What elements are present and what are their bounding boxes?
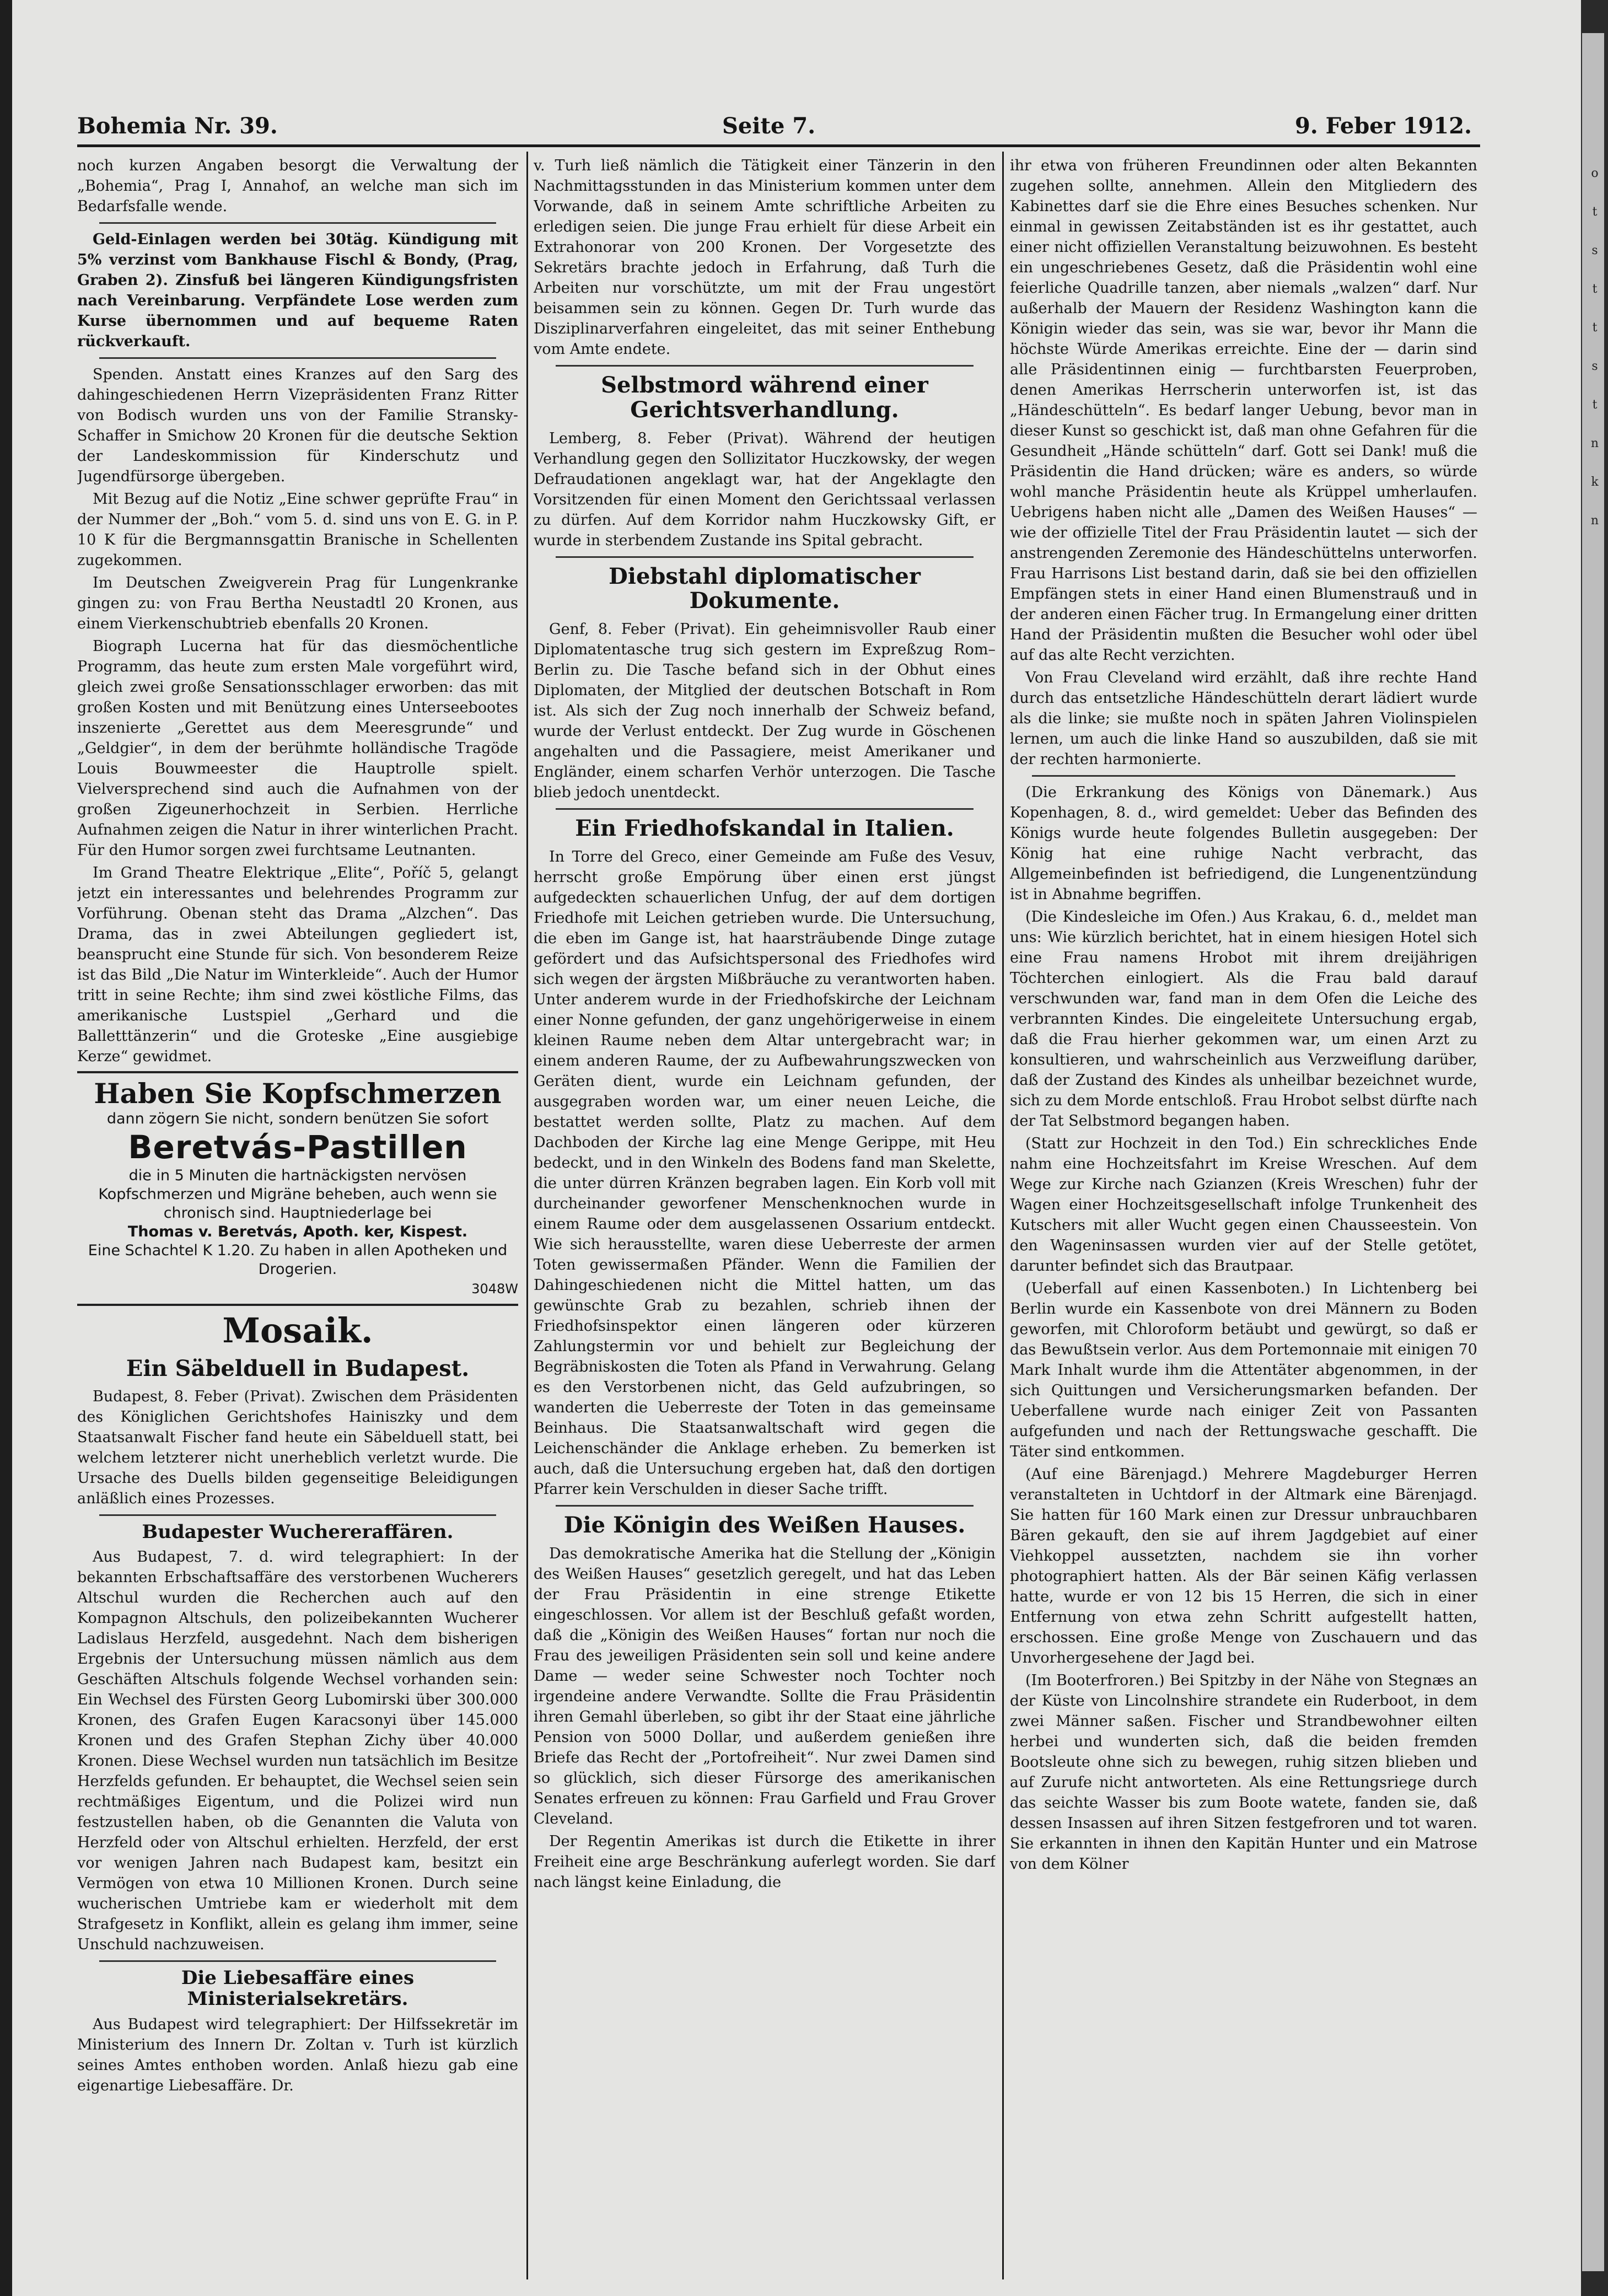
article-saebelduell: Budapest, 8. Feber (Privat). Zwischen dem Präsidenten des Königlichen Gerichtshofes Hainiszky und dem Staatsanwalt Fischer fand heute ein Säbelduell statt, bei welchem letzterer nicht unerheblich verletzt wurde. Die Ursache des Duells bilden gegenseitige Beleidigungen anläßlich eines Prozesses.: [77, 1388, 518, 1508]
article-spenden-3: Im Deutschen Zweigverein Prag für Lungenkranke gingen zu: von Frau Bertha Neustadtl 20 Kronen, aus einem Vierkenschubtrieb ebenfalls 20 Kronen.: [77, 574, 518, 632]
ad-product-name: Beretvás-Pastillen: [128, 1128, 467, 1166]
header-publication: Bohemia Nr. 39.: [77, 113, 278, 139]
headline-selbstmord: Selbstmord während einer Gerichtsverhandlung.: [601, 372, 928, 423]
article-cleveland: Von Frau Cleveland wird erzählt, daß ihre rechte Hand durch das entsetzliche Händeschütteln derart lädiert wurde als die linke; sie mußte noch in späten Jahren Violinspielen lernen, um auch die linke Hand so auszubilden, daß sie mit der rechten harmonierte.: [1010, 669, 1477, 768]
column-1: [77, 155, 518, 2283]
adjacent-page-letters: o t s t t s t n k n: [1590, 166, 1599, 528]
article-diebstahl: Genf, 8. Feber (Privat). Ein geheimnisvoller Raub einer Diplomatentasche trug sich gestern im Expreßzug Rom–Berlin zu. Die Tasche befand sich in der Obhut eines Diplomaten, der Mitglied der deutschen Botschaft in Rom ist. Als sich der Zug noch innerhalb der Schweiz befand, wurde der Verlust entdeckt. Der Zug wurde in Göschenen angehalten und die Passagiere, meist Amerikaner und Engländer, einem scharfen Verhör unterzogen. Die Tasche blieb jedoch unentdeckt.: [534, 621, 996, 802]
header-rule: [77, 144, 1480, 147]
article-verwaltung: noch kurzen Angaben besorgt die Verwaltung der „Bohemia“, Prag I, Annahof, an welche man sich im Bedarfsfalle wende.: [77, 157, 518, 215]
article-friedhofskandal: In Torre del Greco, einer Gemeinde am Fuße des Vesuv, herrscht große Empörung über einen erst jüngst aufgedeckten schauerlichen Unfug, der auf dem dortigen Friedhofe mit Leichen getrieben wurde. Die Untersuchung, die eben im Gange ist, hat haarsträubende Dinge zutage gefördert und das Aufsichtspersonal des Friedhofes wird sich wegen der ärgsten Mißbräuche zu verantworten haben. Unter anderem wurde in der Friedhofskirche der Leichnam einer Nonne gefunden, der ganz ungehörigerweise in einem kleinen Raume neben dem Altar untergebracht war; in einem anderen Raume, der zu Aufbewahrungszwecken von Geräten dient, wurde ein Leichnam gefunden, der ausgegraben worden war, um einer neuen Leiche, die bestattet werden sollte, Platz zu machen. Auf dem Dachboden der Kirche lag eine Menge Gerippe, mit Heu bedeckt, und in den Winkeln des Bodens fand man Skelette, die unter dürren Kränzen begraben lagen. Ein Korb voll mit durcheinander geworfener Menschenknochen wurde in einem Raume oder dem ausgelassenen Ossarium entdeckt. Wie sich herausstellte, waren diese Ueberreste der armen Toten gewissermaßen Pfänder. Wenn die Familien der Dahingeschiedenen nicht die Mittel hatten, um das gewünschte Grab zu bezahlen, schrieb ihnen der Friedhofsinspektor einen längeren oder kürzeren Zahlungstermin vor und behielt zur Begleichung der Begräbniskosten die Toten als Pfand in Verwahrung. Gelang es den Verstorbenen nicht, das Geld aufzubringen, so wanderten die Ueberreste der Toten in das gemeinsame Beinhaus. Die Staatsanwaltschaft wird gegen die Leichenschänder die Anklage erheben. Zu bemerken ist auch, daß die Untersuchung ergeben hat, daß den dortigen Pfarrer kein Verschulden in dieser Sache trifft.: [534, 848, 996, 1498]
divider: [99, 357, 496, 359]
header-page-number: Seite 7.: [722, 113, 816, 139]
article-wuchereraffaeren: Aus Budapest, 7. d. wird telegraphiert: In der bekannten Erbschaftsaffäre des verstorbenen Wucherers Altschul wurden die Recherchen auch auf den Kompagnon Altschuls, den polizeibekannten Wucherer Ladislaus Herzfeld, ausgedehnt. Nach dem bisherigen Ergebnis der Untersuchung müssen nämlich aus dem Geschäften Altschuls folgende Wechsel vorhanden sein: Ein Wechsel des Fürsten Georg Lubomirski über 300.000 Kronen, des Grafen Eugen Karacsonyi über 145.000 Kronen und des Grafen Stephan Zichy über 40.000 Kronen. Diese Wechsel wurden nun tatsächlich im Besitze Herzfelds gefunden. Er behauptet, die Wechsel seien sein rechtmäßiges Eigentum, und die Polizei wird nun festzustellen haben, ob die Genannten die Valuta von Herzfeld oder von Altschul erhielten. Herzfeld, der erst vor wenigen Jahren nach Budapest kam, besitzt ein Vermögen von etwa 10 Millionen Kronen. Durch seine wucherischen Umtriebe kam er wiederholt mit dem Strafgesetz in Konflikt, allein es gelang ihm immer, seine Unschuld nachzuweisen.: [77, 1548, 518, 1954]
article-baerenjagd: (Auf eine Bärenjagd.) Mehrere Magdeburger Herren veranstalteten in Uchtdorf in der Altmark eine Bärenjagd. Sie hatten für 160 Mark einen zur Dressur unbrauchbaren Bären gekauft, den sie auf ihrem Jagdgebiet auf einer Viehkoppel aussetzten, nachdem sie ihn vorher photographiert hatten. Als der Bär seinen Käfig verlassen hatte, wurde er von 12 bis 15 Herren, die sich in einer Entfernung von etwa zehn Schritt aufgestellt hatten, erschossen. Eine große Menge von Zuschauern und das Unvorhergesehene der Jagd bei.: [1010, 1466, 1477, 1666]
divider: [1032, 775, 1455, 777]
page-header: [77, 113, 1472, 146]
article-koenig-daenemark: (Die Erkrankung des Königs von Dänemark.) Aus Kopenhagen, 8. d., wird gemeldet: Ueber das Befinden des Königs wurde heute folgendes Bulletin ausgegeben: Der König hat eine ruhige Nacht verbracht, das Allgemeinbefinden ist befriedigend, die Lungenentzündung ist in Abnahme begriffen.: [1010, 784, 1477, 903]
column-rule-2: [1002, 152, 1004, 2279]
article-kindesleiche: (Die Kindesleiche im Ofen.) Aus Krakau, 6. d., meldet man uns: Wie kürzlich berichtet, hat in einem hiesigen Hotel sich eine Frau namens Hrobot mit ihrem dreijährigen Töchterchen einlogiert. Als die Frau bald darauf verschwunden war, fand man in dem Ofen die Leiche des verbrannten Kindes. Die eingeleitete Untersuchung ergab, daß die Frau hierher gekommen war, um einen Arzt zu konsultieren, und wahrscheinlich aus Verzweiflung darüber, daß der Zustand des Kindes als unheilbar bezeichnet wurde, sich zu dem Morde entschloß. Frau Hrobot selbst dürfte nach der Tat Selbstmord begangen haben.: [1010, 908, 1477, 1130]
article-liebesaffaere-cont: v. Turh ließ nämlich die Tätigkeit einer Tänzerin in den Nachmittagsstunden in das Ministerium kommen unter dem Vorwande, daß in seinem Amte schriftliche Arbeiten zu erledigen seien. Die junge Frau erhielt für diese Arbeit ein Extrahonorar von 200 Kronen. Der Vorgesetzte des Sekretärs brachte jedoch in Erfahrung, daß Turh die Arbeiten nur vorschützte, um mit der Frau ungestört beisammen sein zu können. Gegen Dr. Turh wurde das Disziplinarverfahren eingeleitet, das mit seiner Enthebung vom Amte endete.: [534, 157, 996, 358]
ad-code: 3048W: [471, 1281, 518, 1297]
header-date: 9. Feber 1912.: [1294, 113, 1472, 139]
divider: [99, 222, 496, 224]
divider: [556, 556, 974, 558]
ad-description: die in 5 Minuten die hartnäckigsten nervösen Kopfschmerzen und Migräne beheben, auch wenn sie chronisch sind. Hauptniederlage bei: [98, 1167, 497, 1222]
ad-subline: dann zögern Sie nicht, sondern benützen Sie sofort: [106, 1110, 489, 1127]
headline-liebesaffaere: Die Liebesaffäre eines Ministerialsekretärs.: [181, 1967, 415, 2010]
headline-wuchereraffaeren: Budapester Wuchereraffären.: [142, 1521, 454, 1544]
ad-headline: Haben Sie Kopfschmerzen: [94, 1077, 502, 1110]
headline-saebelduell: Ein Säbelduell in Budapest.: [126, 1355, 470, 1381]
article-koenigin: Das demokratische Amerika hat die Stellung der „Königin des Weißen Hauses“ gesetzlich geregelt, und hat das Leben der Frau Präsidentin in eine strenge Etikette eingeschlossen. Vor allem ist der Beschluß gefaßt worden, daß die „Königin des Weißen Hauses“ fortan nur noch die Frau des jeweiligen Präsidenten sein soll und keine andere Dame — weder seine Schwester noch Tochter noch irgendeine andere Verwandte. Sollte die Frau Präsidentin ihren Gemahl überleben, so gibt ihr der Staat eine jährliche Pension von 5000 Dollar, und außerdem genießen ihre Briefe das Recht der „Portofreiheit“. Nur zwei Damen sind so glücklich, sich dieser Fürsorge des amerikanischen Senates erfreuen zu können: Frau Garfield und Frau Grover Cleveland.: [534, 1545, 996, 1827]
divider: [99, 1514, 496, 1516]
article-booterfroren: (Im Booterfroren.) Bei Spitzby in der Nähe von Stegnæs an der Küste von Lincolnshire strandete ein Ruderboot, in dem zwei Männer saßen. Fischer und Strandbewohner eilten herbei und wunderten sich, daß die beiden fremden Bootsleute ohne sich zu bewegen, ruhig sitzen blieben und auf Zurufe nicht antworteten. Als eine Rettungsriege durch das seichte Wasser bis zum Boote watete, fanden sie, daß dessen Insassen auf ihren Sitzen festgefroren und tot waren. Sie erkannten in ihnen den Kapitän Hunter und ein Matrose von dem Kölner: [1010, 1672, 1477, 1873]
section-title-mosaik: Mosaik.: [222, 1310, 373, 1351]
divider: [99, 1960, 496, 1962]
headline-friedhofskandal: Ein Friedhofskandal in Italien.: [575, 815, 954, 842]
column-3: [1010, 155, 1477, 2283]
divider: [556, 808, 974, 810]
article-koenigin-2: Der Regentin Amerikas ist durch die Etikette in ihrer Freiheit eine arge Beschränkung auferlegt worden. Sie darf nach längst keine Einladung, die: [534, 1832, 996, 1891]
article-grand-theatre: Im Grand Theatre Elektrique „Elite“, Poříč 5, gelangt jetzt ein interessantes und belehrendes Programm zur Vorführung. Obenan steht das Drama „Alzchen“. Das Drama, das in zwei Abteilungen gegliedert ist, beansprucht eine Stunde für sich. Von besonderem Reize ist das Bild „Die Natur im Winterkleide“. Auch der Humor tritt in seine Rechte; ihm sind zwei köstliche Films, das amerikanische Lustspiel „Gerhard und die Balletttänzerin“ und die Groteske „Eine ausgiebige Kerze“ gewidmet.: [77, 864, 518, 1065]
headline-diebstahl: Diebstahl diplomatischer Dokumente.: [609, 563, 921, 614]
divider: [556, 1505, 974, 1507]
ad-address: Thomas v. Beretvás, Apoth. ker, Kispest.: [127, 1223, 468, 1241]
advertisement-beretvas: [77, 1071, 518, 1306]
column-2: [534, 155, 996, 2283]
divider: [556, 365, 974, 367]
article-koenigin-cont: ihr etwa von früheren Freundinnen oder alten Bekannten zugehen sollte, annehmen. Allein den Mitgliedern des Kabinettes darf sie die Ehre eines Besuches schenken. Nur einmal in gewissen Zeitabständen ist es ihr gestattet, auch einer nicht offiziellen Veranstaltung beizuwohnen. Es besteht ein ungeschriebenes Gesetz, daß die Präsidentin wohl eine feierliche Quadrille tanzen, aber niemals „walzen“ darf. Nur außerhalb der Mauern der Residenz Washington kann die Königin wieder das sein, was sie war, bevor ihr Mann die höchste Würde Amerikas erreichte. Eine der — darin sind alle Präsidentinnen einig — furchtbarsten Feuerproben, denen Amerikas Herrscherin unterworfen ist, ist das „Händeschütteln“. Es bedarf langer Uebung, bevor man in dieser Kunst so geschickt ist, daß man ohne Gefahren für die Gesundheit „Hände schütteln“ darf. Gott sei Dank! muß die Präsidentin die Hand drücken; wäre es anders, so würde wohl manche Präsidentin heute als Krüppel umherlaufen. Uebrigens haben nicht alle „Damen des Weißen Hauses“ — wie der offizielle Titel der Frau Präsidentin lautet — sich der anstrengenden Zeremonie des Händeschüttelns unterworfen. Frau Harrisons List bestand darin, daß sie bei den offiziellen Empfängen stets in einer Hand einen Blumenstrauß und in der anderen einen Fächer trug. In Ermangelung einer dritten Hand der Präsidentin mußten die Besucher wohl oder übel auf das alte Recht verzichten.: [1010, 157, 1477, 664]
ad-price: Eine Schachtel K 1.20. Zu haben in allen Apotheken und Drogerien.: [88, 1242, 508, 1278]
article-geldeinlagen: Geld-Einlagen werden bei 30täg. Kündigung mit 5% verzinst vom Bankhause Fischl & Bondy, (Prag, Graben 2). Zinsfuß bei längeren Kündigungsfristen nach Vereinbarung. Verpfändete Lose werden zum Kurse übernommen und auf bequeme Raten rückverkauft.: [77, 231, 518, 350]
article-spenden-2: Mit Bezug auf die Notiz „Eine schwer geprüfte Frau“ in der Nummer der „Boh.“ vom 5. d. sind uns von E. G. in P. 10 K für die Bergmannsgattin Branische in Schellenten zugekommen.: [77, 491, 518, 569]
article-hochzeit: (Statt zur Hochzeit in den Tod.) Ein schreckliches Ende nahm eine Hochzeitsfahrt im Kreise Wreschen. Auf dem Wege zur Kirche nach Gzianzen (Kreis Wreschen) fuhr der Wagen einer Hochzeitsgesellschaft infolge Trunkenheit des Kutschers mit aller Wucht gegen einen Chausseestein. Von den Wageninsassen wurden vier auf der Stelle getötet, darunter befindet sich das Brautpaar.: [1010, 1135, 1477, 1275]
column-rule-1: [526, 152, 528, 2279]
article-selbstmord: Lemberg, 8. Feber (Privat). Während der heutigen Verhandlung gegen den Sollizitator Huczkowsky, der wegen Defraudationen angeklagt war, hat der Angeklagte den Vorsitzenden für einen Moment den Gerichtssaal verlassen zu dürfen. Auf dem Korridor nahm Huczkowsky Gift, er wurde in sterbendem Zustande ins Spital gebracht.: [534, 429, 996, 549]
article-biograph-lucerna: Biograph Lucerna hat für das diesmöchentliche Programm, das heute zum ersten Male vorgeführt wird, gleich zwei große Sensationsschlager erworben: das mit großen Kosten und mit Benützung eines Unterseebootes inszenierte „Gerettet aus dem Meeresgrunde“ und „Geldgier“, in dem der berühmte holländische Tragöde Louis Bouwmeester die Hauptrolle spielt. Vielversprechend sind auch die Aufnahmen von der großen Zigeunerhochzeit in Serbien. Herrliche Aufnahmen zeigen die Natur in ihrer winterlichen Pracht. Für den Humor sorgen zwei furchtsame Leutnanten.: [77, 638, 518, 859]
scan-edge-left: [0, 0, 12, 2296]
article-kassenbote: (Ueberfall auf einen Kassenboten.) In Lichtenberg bei Berlin wurde ein Kassenbote von drei Männern zu Boden geworfen, mit Chloroform betäubt und gewürgt, so daß er das Bewußtsein verlor. Aus dem Portemonnaie mit einigen 70 Mark Inhalt wurde ihm die Attentäter abgenommen, in der sich Quittungen und Versicherungsmarken befanden. Der Ueberfallene wurde nach einiger Zeit von Passanten aufgefunden und nach der Rettungswache geschafft. Die Täter sind entkommen.: [1010, 1280, 1477, 1460]
article-spenden: Spenden. Anstatt eines Kranzes auf den Sarg des dahingeschiedenen Herrn Vizepräsidenten Franz Ritter von Bodisch wurden uns von der Familie Stransky-Schaffer in Smichow 20 Kronen für die deutsche Sektion der Landeskommission für Kinderschutz und Jugendfürsorge übergeben.: [77, 366, 518, 485]
article-liebesaffaere: Aus Budapest wird telegraphiert: Der Hilfssekretär im Ministerium des Innern Dr. Zoltan v. Turh ist kürzlich seines Amtes enthoben worden. Anlaß hiezu gab eine eigenartige Liebesaffäre. Dr.: [77, 2015, 518, 2094]
headline-koenigin: Die Königin des Weißen Hauses.: [563, 1512, 966, 1538]
